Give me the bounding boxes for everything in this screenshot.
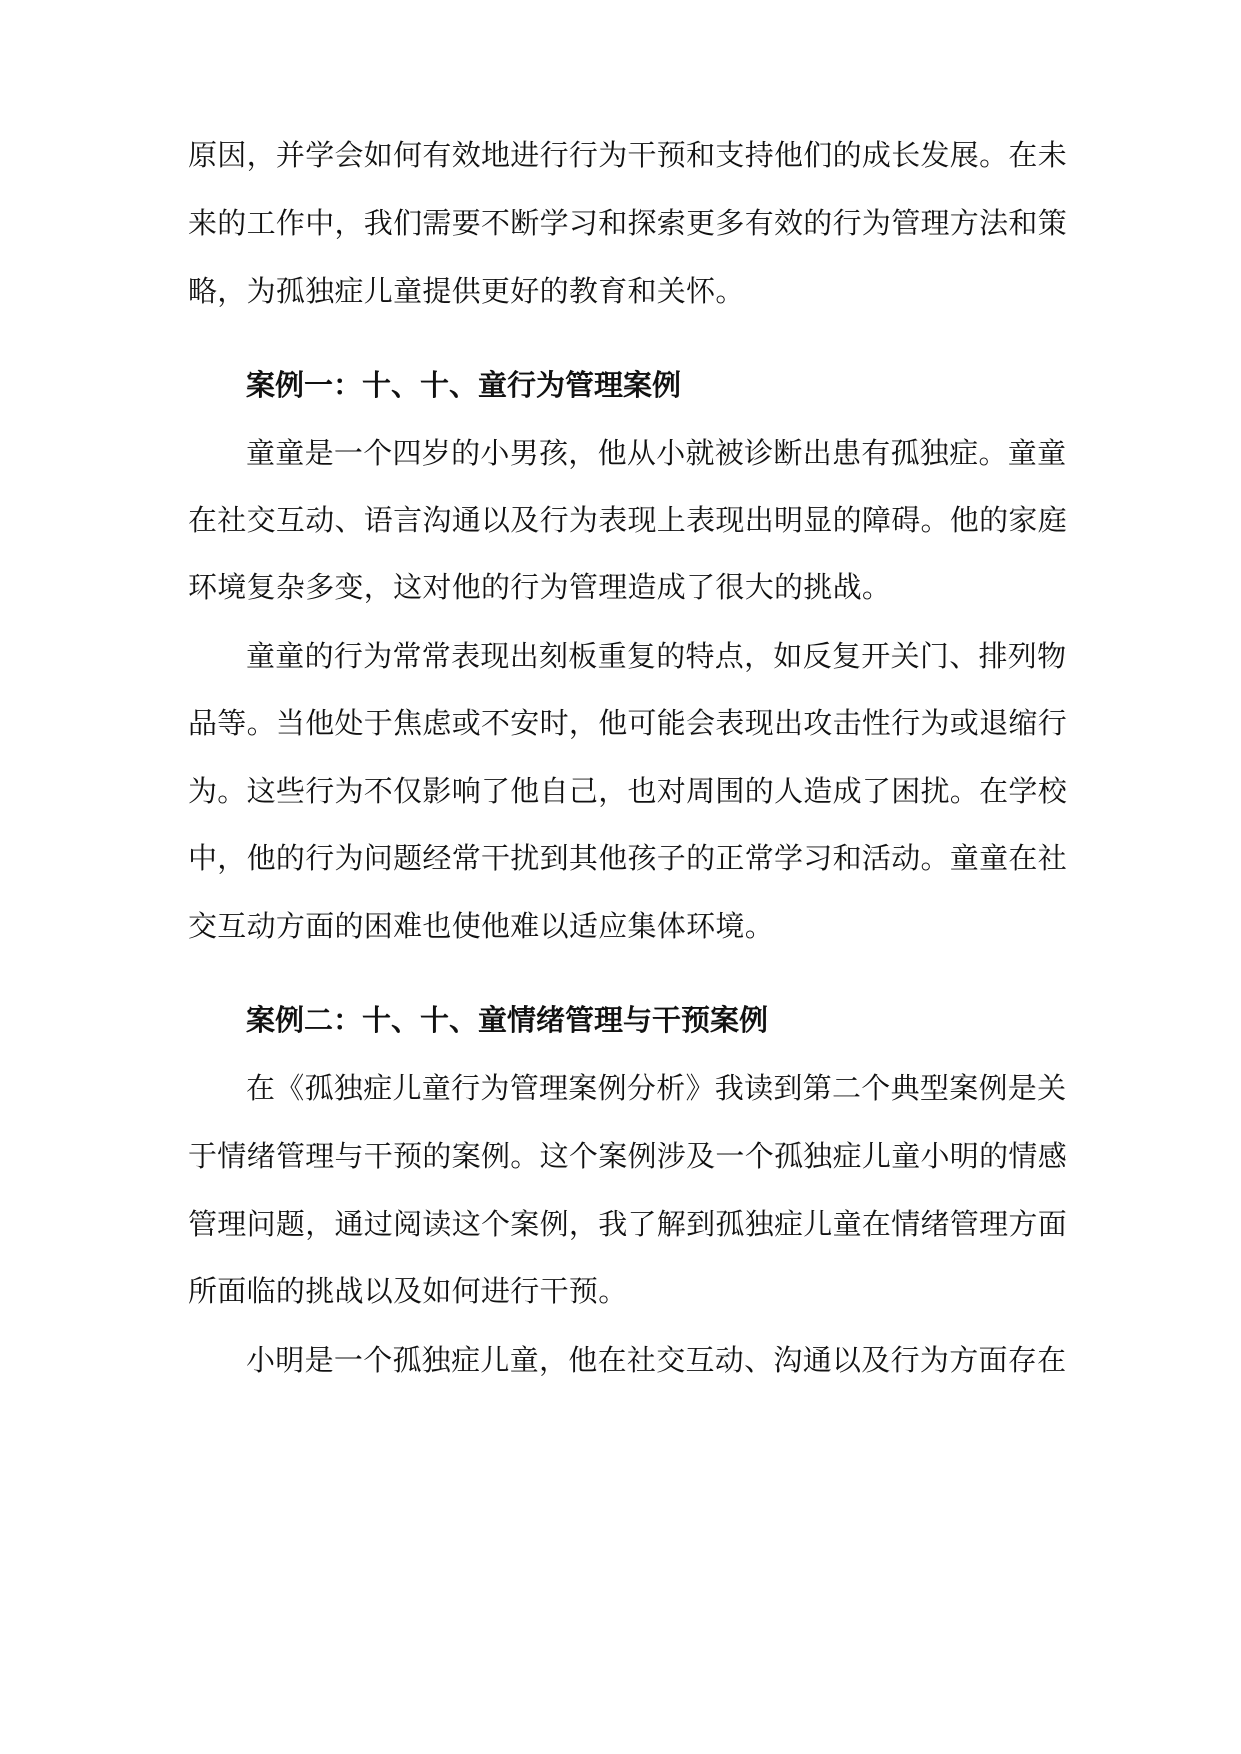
- body-text-line: 环境复杂多变，这对他的行为管理造成了很大的挑战。: [188, 570, 892, 604]
- body-text-line: 童童是一个四岁的小男孩，他从小就被诊断出患有孤独症。童童: [246, 436, 1067, 470]
- body-text-line: 中，他的行为问题经常干扰到其他孩子的正常学习和活动。童童在社: [188, 841, 1068, 875]
- body-text-line: 小明是一个孤独症儿童，他在社交互动、沟通以及行为方面存在: [246, 1343, 1067, 1377]
- body-text-line: 所面临的挑战以及如何进行干预。: [188, 1274, 628, 1308]
- body-text-line: 管理问题，通过阅读这个案例，我了解到孤独症儿童在情绪管理方面: [188, 1207, 1068, 1241]
- body-text-line: 品等。当他处于焦虑或不安时，他可能会表现出攻击性行为或退缩行: [188, 706, 1068, 740]
- body-text-line: 为。这些行为不仅影响了他自己，也对周围的人造成了困扰。在学校: [188, 774, 1068, 808]
- body-text-line: 略，为孤独症儿童提供更好的教育和关怀。: [188, 274, 745, 308]
- body-text-line: 原因，并学会如何有效地进行行为干预和支持他们的成长发展。在未: [188, 138, 1068, 172]
- body-text-line: 在社交互动、语言沟通以及行为表现上表现出明显的障碍。他的家庭: [188, 503, 1068, 537]
- body-text-line: 于情绪管理与干预的案例。这个案例涉及一个孤独症儿童小明的情感: [188, 1139, 1068, 1173]
- body-text-line: 交互动方面的困难也使他难以适应集体环境。: [188, 909, 775, 943]
- body-text-line: 童童的行为常常表现出刻板重复的特点，如反复开关门、排列物: [246, 639, 1067, 673]
- body-text-line: 来的工作中，我们需要不断学习和探索更多有效的行为管理方法和策: [188, 206, 1068, 240]
- section-heading-case1: 案例一：十、十、童行为管理案例: [246, 368, 682, 402]
- body-text-line: 在《孤独症儿童行为管理案例分析》我读到第二个典型案例是关: [246, 1071, 1067, 1105]
- section-heading-case2: 案例二：十、十、童情绪管理与干预案例: [246, 1003, 769, 1037]
